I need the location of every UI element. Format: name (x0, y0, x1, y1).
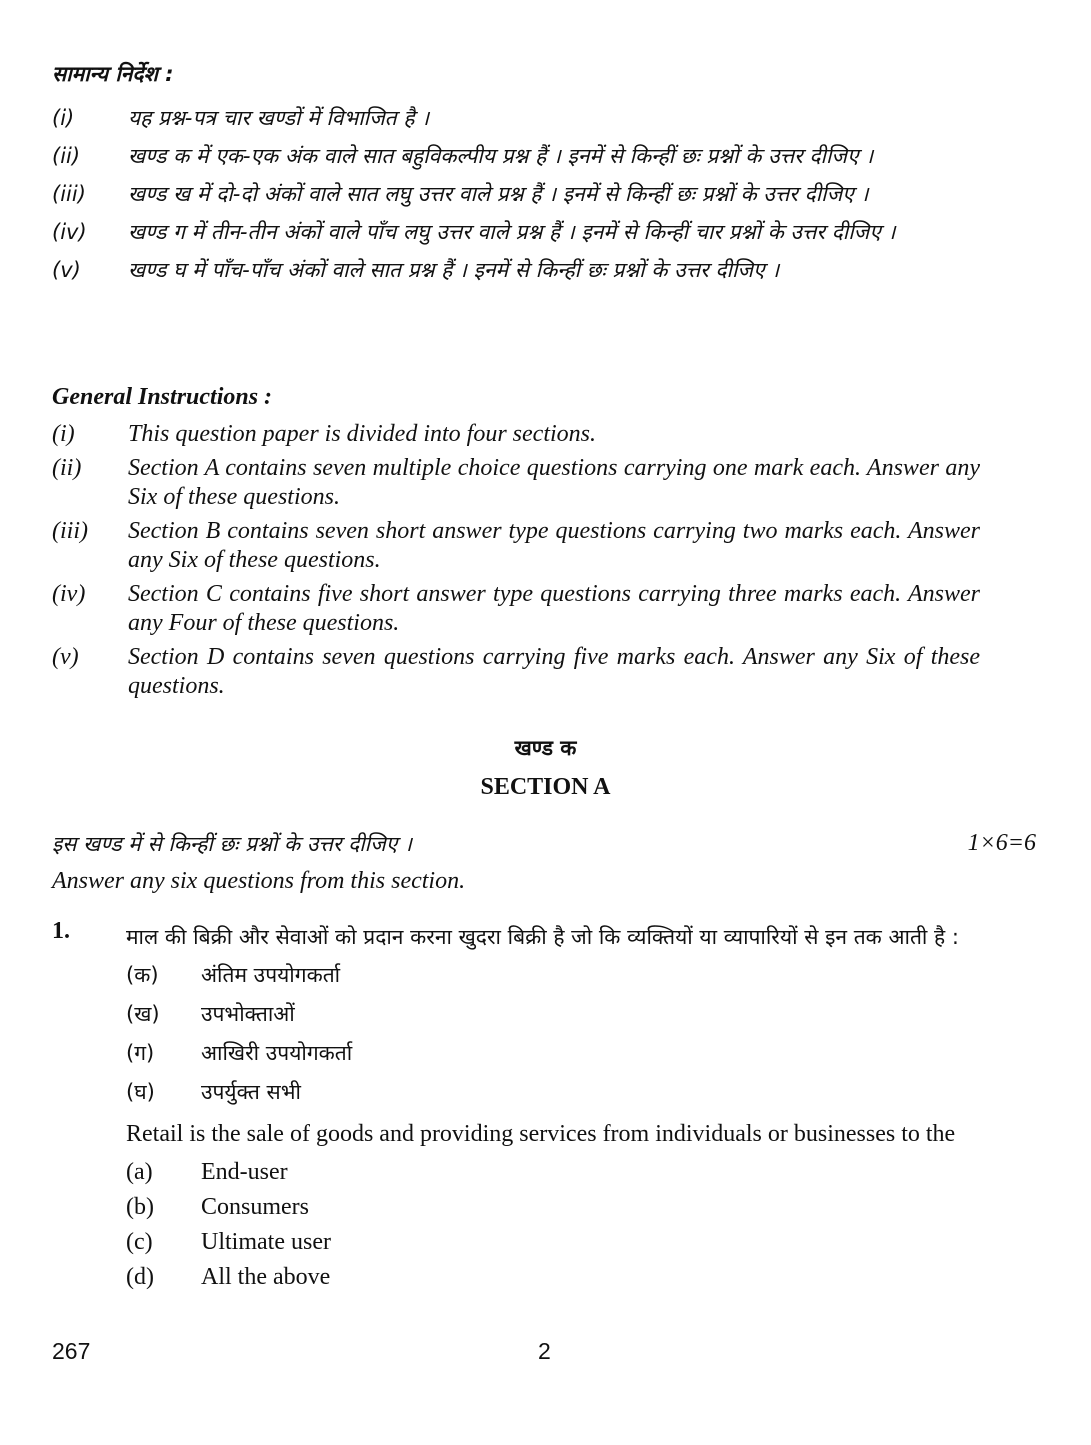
list-item: (v) Section D contains seven questions carrying five marks each. Answer any Six of these questions. (52, 644, 980, 699)
page-number: 2 (538, 1338, 551, 1364)
option-hindi: (घ) उपर्युक्त सभी (126, 1080, 301, 1104)
list-item: (iii) खण्ड ख में दो-दो अंकों वाले सात लघु उत्तर वाले प्रश्न हैं । इनमें से किन्हीं छः प्रश्नों के उत्तर दीजिए । (52, 182, 869, 206)
option-english: (c) Ultimate user (126, 1229, 331, 1255)
section-marks: 1×6=6 (967, 830, 1036, 856)
option-hindi: (ग) आखिरी उपयोगकर्ता (126, 1041, 353, 1065)
english-instructions-list (52, 420, 980, 706)
section-instruction-row (52, 830, 1036, 858)
section-instruction-english: Answer any six questions from this section. (52, 868, 466, 894)
option-english: (b) Consumers (126, 1194, 309, 1220)
options-english (126, 1155, 982, 1295)
list-item: (iv) Section C contains five short answer type questions carrying three marks each. Answer any Four of these questions. (52, 581, 980, 636)
option-english: (a) End-user (126, 1159, 288, 1185)
list-item: (iii) Section B contains seven short answer type questions carrying two marks each. Answer any Six of these questions. (52, 518, 980, 573)
list-item: (i) This question paper is divided into four sections. (52, 421, 596, 447)
list-item: (ii) Section A contains seven multiple choice questions carrying one mark each. Answer any Six of these questions. (52, 455, 980, 510)
section-instruction-hindi: इस खण्ड में से किन्हीं छः प्रश्नों के उत्तर दीजिए । (52, 832, 412, 856)
list-item: (v) खण्ड घ में पाँच-पाँच अंकों वाले सात प्रश्न हैं । इनमें से किन्हीं छः प्रश्नों के उत्तर दीजिए । (52, 258, 780, 282)
section-title-english: SECTION A (480, 774, 611, 800)
list-item: (iv) खण्ड ग में तीन-तीन अंकों वाले पाँच लघु उत्तर वाले प्रश्न हैं । इनमें से किन्हीं चार प्रश्नों के उत्तर दीजिए । (52, 220, 896, 244)
english-instructions-title: General Instructions : (52, 384, 273, 410)
list-item: (i) यह प्रश्न-पत्र चार खण्डों में विभाजित है । (52, 106, 430, 130)
question-stem-hindi: माल की बिक्री और सेवाओं को प्रदान करना खुदरा बिक्री है जो कि व्यक्तियों या व्यापारियों से इन तक आती है : (126, 925, 959, 949)
hindi-instructions-list (52, 102, 1032, 292)
question-number: 1. (52, 918, 70, 944)
question-1 (52, 918, 982, 1295)
hindi-instructions-title: सामान्य निर्देश : (52, 62, 174, 86)
question-body (126, 918, 982, 1295)
option-english: (d) All the above (126, 1264, 331, 1290)
option-hindi: (ख) उपभोक्ताओं (126, 1002, 295, 1026)
paper-code: 267 (52, 1338, 91, 1364)
option-hindi: (क) अंतिम उपयोगकर्ता (126, 963, 341, 987)
section-title-hindi: खण्ड क (514, 736, 577, 760)
list-item: (ii) खण्ड क में एक-एक अंक वाले सात बहुविकल्पीय प्रश्न हैं । इनमें से किन्हीं छः प्रश्नों के उत्तर दीजिए । (52, 144, 874, 168)
question-stem-english: Retail is the sale of goods and providing services from individuals or businesses to the (126, 1121, 956, 1147)
options-hindi (126, 956, 982, 1112)
